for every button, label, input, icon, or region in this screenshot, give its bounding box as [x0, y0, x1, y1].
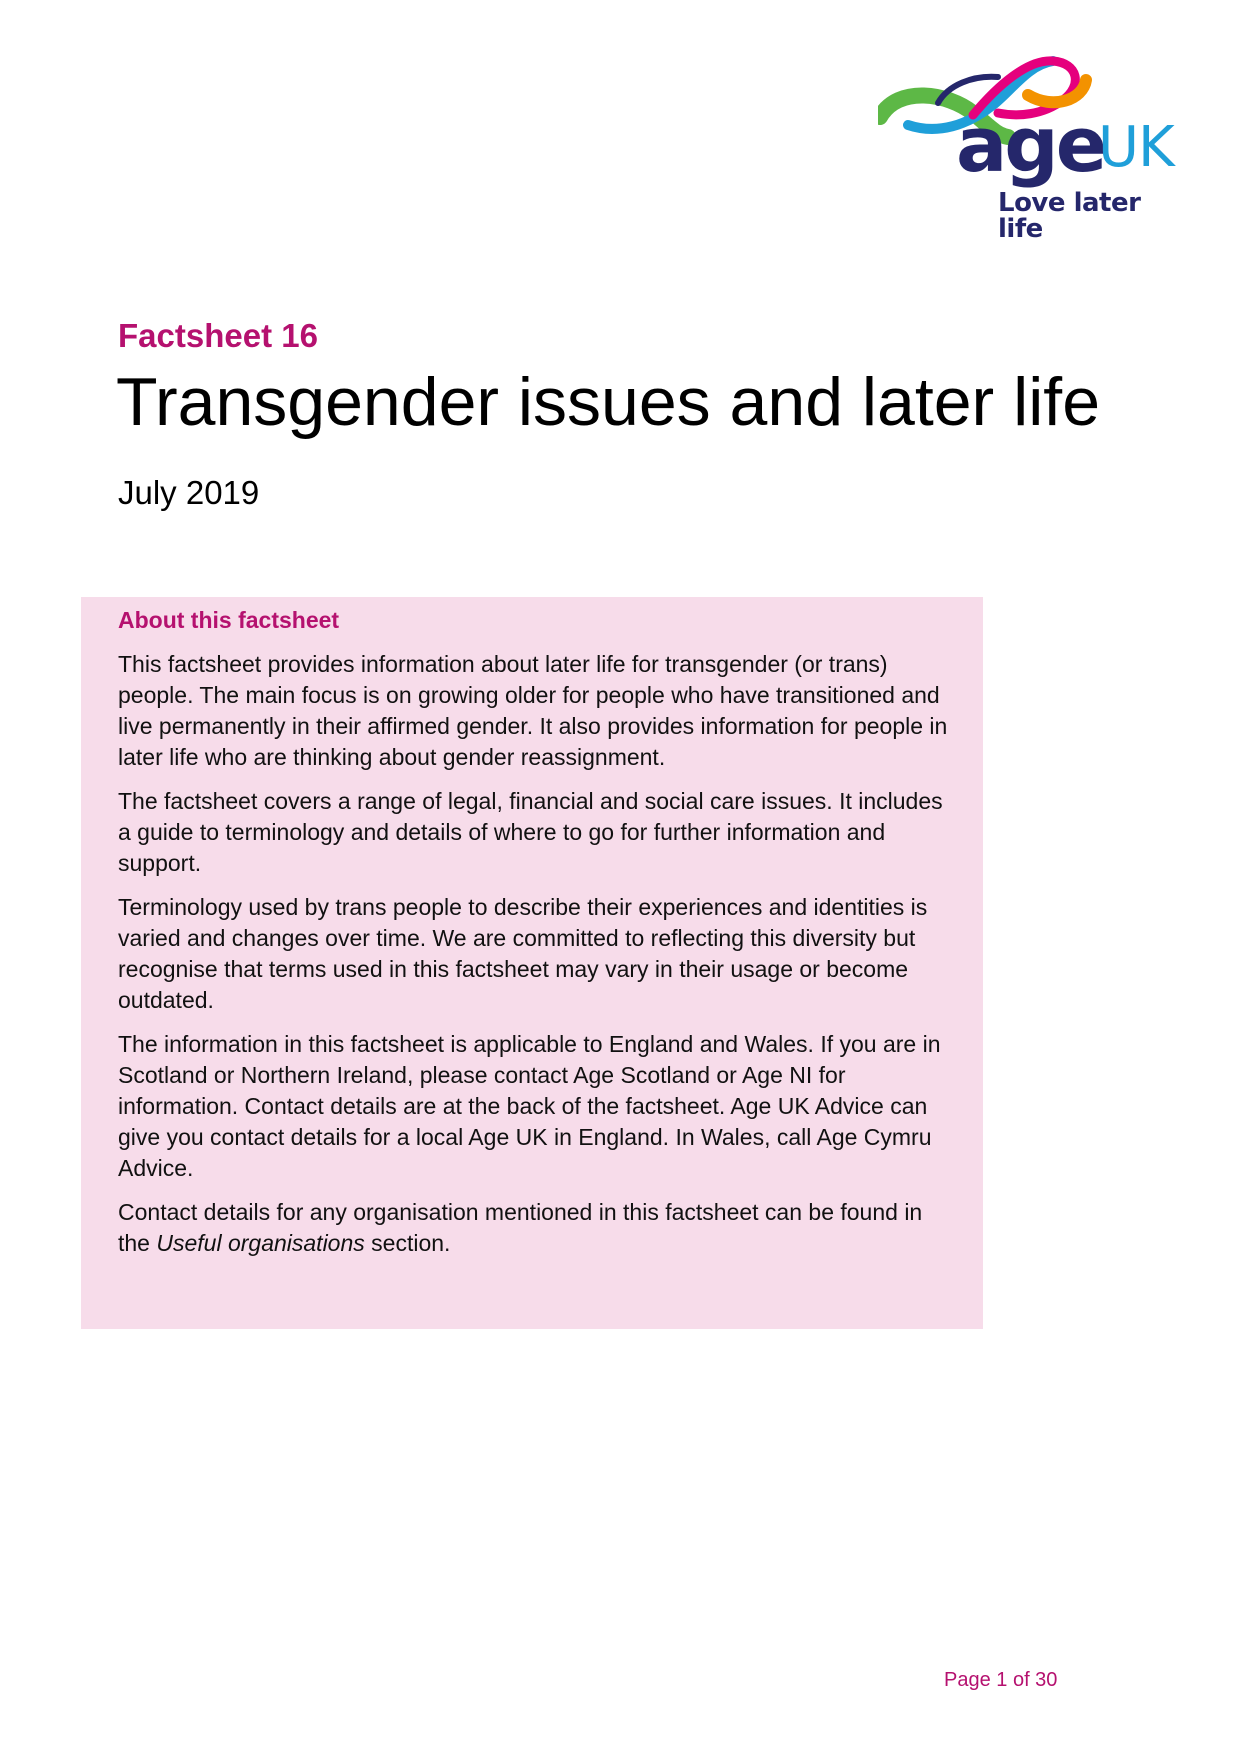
useful-organisations-reference: Useful organisations — [156, 1230, 365, 1256]
about-paragraph-5-after: section. — [364, 1230, 451, 1256]
about-paragraph-1: This factsheet provides information about later life for transgender (or trans) people. The main focus is on growing older for people who have transitioned and live permanently in their affirmed gender. It also provides information for people in later life who are thinking about gender reassignment. — [118, 651, 948, 770]
age-uk-logo — [878, 55, 1190, 244]
logo-tagline: Love later life — [998, 188, 1141, 244]
about-paragraph-3: Terminology used by trans people to describe their experiences and identities is varied and changes over time. We are committed to reflecting this diversity but recognise that terms used in this factsheet may vary in their usage or become outdated. — [118, 894, 928, 1013]
about-this-factsheet-box — [81, 597, 983, 1329]
about-body — [118, 649, 948, 1272]
about-paragraph-5 — [118, 1197, 948, 1259]
logo-uk-text: UK — [1098, 115, 1174, 180]
about-heading: About this factsheet — [118, 607, 340, 633]
page-number: Page 1 of 30 — [944, 1669, 1058, 1691]
page-title: Transgender issues and later life — [116, 364, 1101, 440]
factsheet-number: Factsheet 16 — [118, 317, 318, 354]
publication-date: July 2019 — [118, 474, 260, 511]
about-paragraph-4: The information in this factsheet is applicable to England and Wales. If you are in Scotland or Northern Ireland, please contact Age Scotland or Age NI for information. Contact details are at the back of the factsheet. Age UK Advice can give you contact details for a local Age UK in England. In Wales, call Age Cymru Advice. — [118, 1031, 941, 1181]
about-paragraph-2: The factsheet covers a range of legal, financial and social care issues. It includes a guide to terminology and details of where to go for further information and support. — [118, 788, 943, 876]
logo-wordmark: age — [956, 100, 1105, 189]
about-paragraph-5-before: Contact details for any organisation mentioned in this factsheet can be found in the — [118, 1199, 923, 1256]
